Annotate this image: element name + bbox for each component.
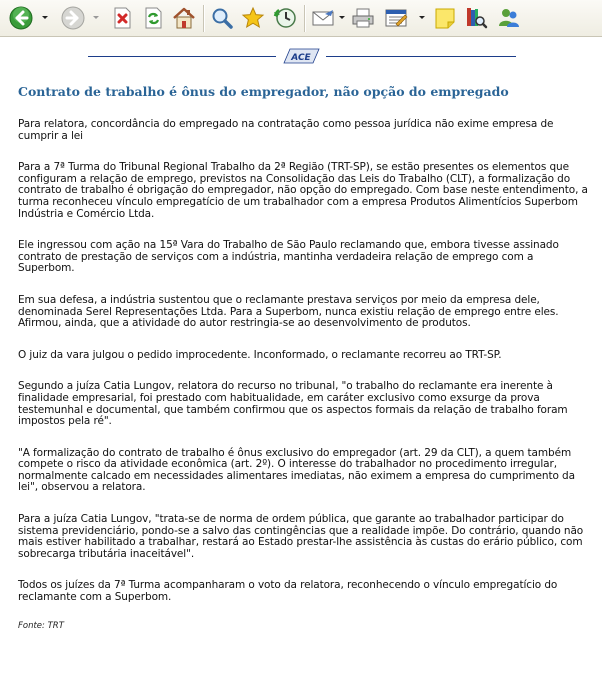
history-button[interactable] [273, 6, 297, 30]
forward-dropdown-icon[interactable] [93, 16, 99, 19]
article-paragraph: Todos os juízes da 7ª Turma acompanharam o voto da relatora, reconhecendo o vínculo empregatício do reclamante com a Superbom. [18, 579, 558, 604]
toolbar-separator [304, 5, 306, 32]
favorites-button[interactable] [241, 6, 265, 30]
mail-button[interactable] [311, 6, 335, 30]
print-icon [351, 6, 375, 30]
banner-rule-left [88, 56, 276, 57]
home-icon [172, 6, 196, 30]
stop-button[interactable] [110, 6, 134, 30]
research-icon [464, 6, 488, 30]
svg-text:ACE: ACE [291, 53, 311, 63]
toolbar-separator [203, 5, 205, 32]
search-icon [210, 6, 234, 30]
home-button[interactable] [172, 6, 196, 30]
refresh-icon [141, 6, 165, 30]
article-paragraph: Segundo a juíza Catia Lungov, relatora do recurso no tribunal, "o trabalho do reclamante era inerente à finalidade empresarial, foi prestado com habitualidade, em caráter exclusivo como exsurge da prova testemunhal e documental, que também confirmou que os aspectos formais da relação de trabalho foram impostos pela ré". [18, 380, 568, 428]
article-source: Fonte: TRT [18, 620, 64, 631]
ace-logo [281, 47, 321, 65]
browser-toolbar [0, 0, 602, 37]
stop-icon [110, 6, 134, 30]
messenger-icon [497, 6, 521, 30]
article-paragraph: Em sua defesa, a indústria sustentou que o reclamante prestava serviços por meio da empresa dele, denominada Serel Representações Ltda. Para a Superbom, nunca existiu relação de emprego entre eles. Afirmou, ainda, que a atividade do autor restringia-se ao desenvolvimento de produtos. [18, 293, 559, 330]
back-dropdown-icon[interactable] [42, 16, 48, 19]
refresh-button[interactable] [141, 6, 165, 30]
edit-dropdown-icon[interactable] [419, 16, 425, 19]
messenger-button[interactable] [497, 6, 521, 30]
edit-button[interactable] [384, 6, 408, 30]
article-subtitle: Para relatora, concordância do empregado na contratação como pessoa jurídica não exime empresa de cumprir a lei [18, 118, 554, 142]
back-icon [9, 6, 33, 30]
mail-icon [311, 6, 335, 30]
favorites-icon [241, 6, 265, 30]
edit-icon [384, 6, 408, 30]
forward-icon [61, 6, 85, 30]
article-paragraph: "A formalização do contrato de trabalho é ônus exclusivo do empregador (art. 29 da CLT), a quem também compete o risco da atividade econômica (art. 2º). O interesse do trabalhador no procedimento irregular, normalmente calcado em necessidades alimentares imediatas, não eximem a empresa do cumprimento da lei", observou a relatora. [18, 446, 575, 494]
article-paragraph: O juiz da vara julgou o pedido improcedente. Inconformado, o reclamante recorreu ao TRT-SP. [18, 348, 502, 361]
note-icon [433, 6, 457, 30]
history-icon [273, 6, 297, 30]
article-paragraph: Para a juíza Catia Lungov, "trata-se de norma de ordem pública, que garante ao trabalhador participar do sistema previdenciário, pondo-se a salvo das contingências que a realidade impõe. Do contrário, quando não mais estiver habilitado a trabalhar, restará ao Estado prestar-lhe assistência às custas do erário público, com sobrecarga tributária inaceitável". [18, 513, 584, 560]
article-paragraph: Ele ingressou com ação na 15ª Vara do Trabalho de São Paulo reclamando que, embora tivesse assinado contrato de prestação de serviços com a indústria, mantinha verdadeira relação de emprego com a Superbom. [18, 239, 559, 275]
mail-dropdown-icon[interactable] [339, 16, 345, 19]
back-button[interactable] [9, 6, 33, 30]
article-title: Contrato de trabalho é ônus do empregador, não opção do empregado [18, 84, 509, 99]
article-paragraph: Para a 7ª Turma do Tribunal Regional Trabalho da 2ª Região (TRT-SP), se estão presentes os elementos que configuram a relação de emprego, previstos na Consolidação das Leis do Trabalho (CLT), a formalização do contrato de trabalho é obrigação do empregador, não opção do empregado. Com base neste entendimento, a turma reconheceu vínculo empregatício de um trabalhador com a empresa Produtos Alimentícios Superbom Indústria e Comércio Ltda. [18, 161, 588, 220]
banner-rule-right [326, 56, 516, 57]
discuss-button[interactable] [433, 6, 457, 30]
article [18, 84, 590, 631]
print-button[interactable] [351, 6, 375, 30]
forward-button[interactable] [61, 6, 85, 30]
research-button[interactable] [464, 6, 488, 30]
search-button[interactable] [210, 6, 234, 30]
